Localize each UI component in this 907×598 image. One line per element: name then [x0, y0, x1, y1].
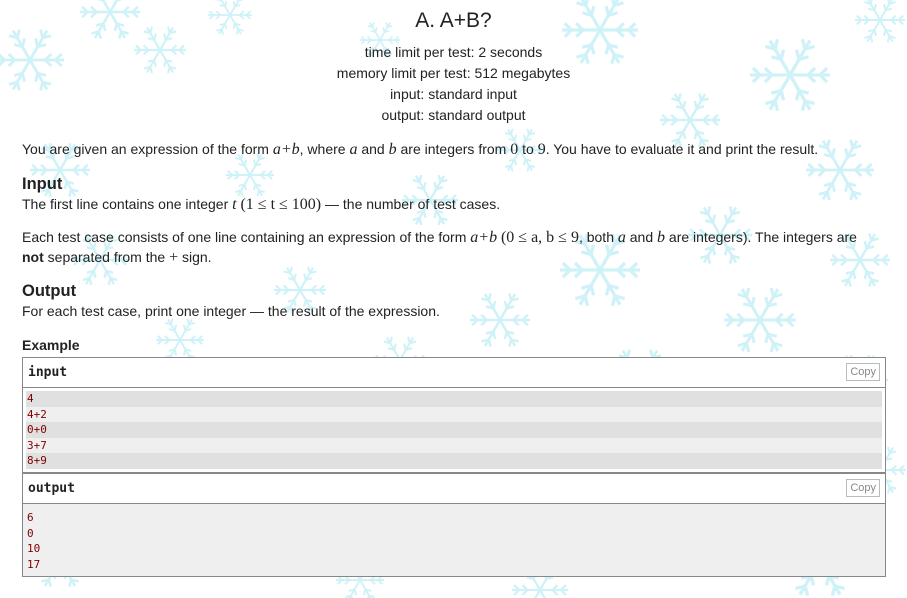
output-line: 0 — [27, 526, 34, 540]
text: — the number of test cases. — [321, 196, 501, 212]
text: The first line contains one integer — [22, 196, 233, 212]
legend-paragraph — [22, 139, 818, 160]
math: 0 — [510, 141, 519, 158]
input-line: 4+2 — [26, 407, 882, 423]
input-line: 4 — [26, 391, 882, 407]
output-spec: output: standard output — [381, 107, 526, 123]
example-input-box — [22, 357, 886, 473]
text: You are given an expression of the form — [22, 141, 273, 157]
math: (0 ≤ a, b ≤ 9 — [500, 229, 579, 246]
copy-input-button[interactable]: Copy — [846, 363, 880, 381]
input-line: 3+7 — [26, 438, 882, 454]
math: b — [657, 229, 666, 246]
text: are integers from — [396, 141, 511, 157]
math: + — [169, 249, 179, 266]
output-text: For each test case, print one integer — the result of the expression. — [22, 303, 440, 319]
input-line: 0+0 — [26, 422, 882, 438]
text: to — [518, 141, 538, 157]
input-header — [23, 358, 885, 388]
math: 9 — [537, 141, 546, 158]
input-spec: input: standard input — [390, 86, 517, 102]
output-line: 6 — [27, 511, 34, 524]
text: sign. — [178, 249, 212, 265]
output-section-title: Output — [22, 282, 77, 300]
text: Each test case consists of one line containing an expression of the form — [22, 229, 471, 245]
emphasis: not — [22, 249, 44, 265]
output-body — [23, 504, 885, 576]
math: a+b — [470, 229, 498, 246]
math: a+b — [272, 141, 300, 158]
example-title: Example — [22, 337, 80, 353]
output-line: 17 — [27, 557, 41, 571]
text: are integers). The integers are — [665, 229, 857, 245]
output-line: 10 — [27, 542, 41, 555]
text: and — [357, 141, 389, 157]
memory-limit: memory limit per test: 512 megabytes — [336, 65, 571, 81]
text: . You have to evaluate it and print the result. — [545, 141, 819, 157]
text: and — [625, 229, 658, 245]
copy-output-button[interactable]: Copy — [846, 479, 880, 497]
input-line-1 — [22, 194, 500, 215]
text: separated from the — [43, 249, 170, 265]
math: t — [232, 196, 237, 213]
text: , both — [578, 229, 618, 245]
math: b — [388, 141, 397, 158]
input-section-title: Input — [22, 175, 63, 193]
output-label: output — [28, 481, 75, 496]
input-label: input — [28, 365, 68, 380]
input-line: 8+9 — [26, 453, 882, 469]
text: , where — [299, 141, 350, 157]
time-limit: time limit per test: 2 seconds — [364, 44, 543, 60]
input-line-2 — [22, 227, 857, 248]
math: (1 ≤ t ≤ 100) — [240, 196, 322, 213]
problem-title: A. A+B? — [415, 9, 492, 32]
math: a — [617, 229, 626, 246]
math: a — [349, 141, 358, 158]
example-output-box — [22, 473, 886, 577]
input-line-3 — [22, 247, 212, 268]
input-body — [23, 388, 885, 472]
output-header — [23, 474, 885, 504]
